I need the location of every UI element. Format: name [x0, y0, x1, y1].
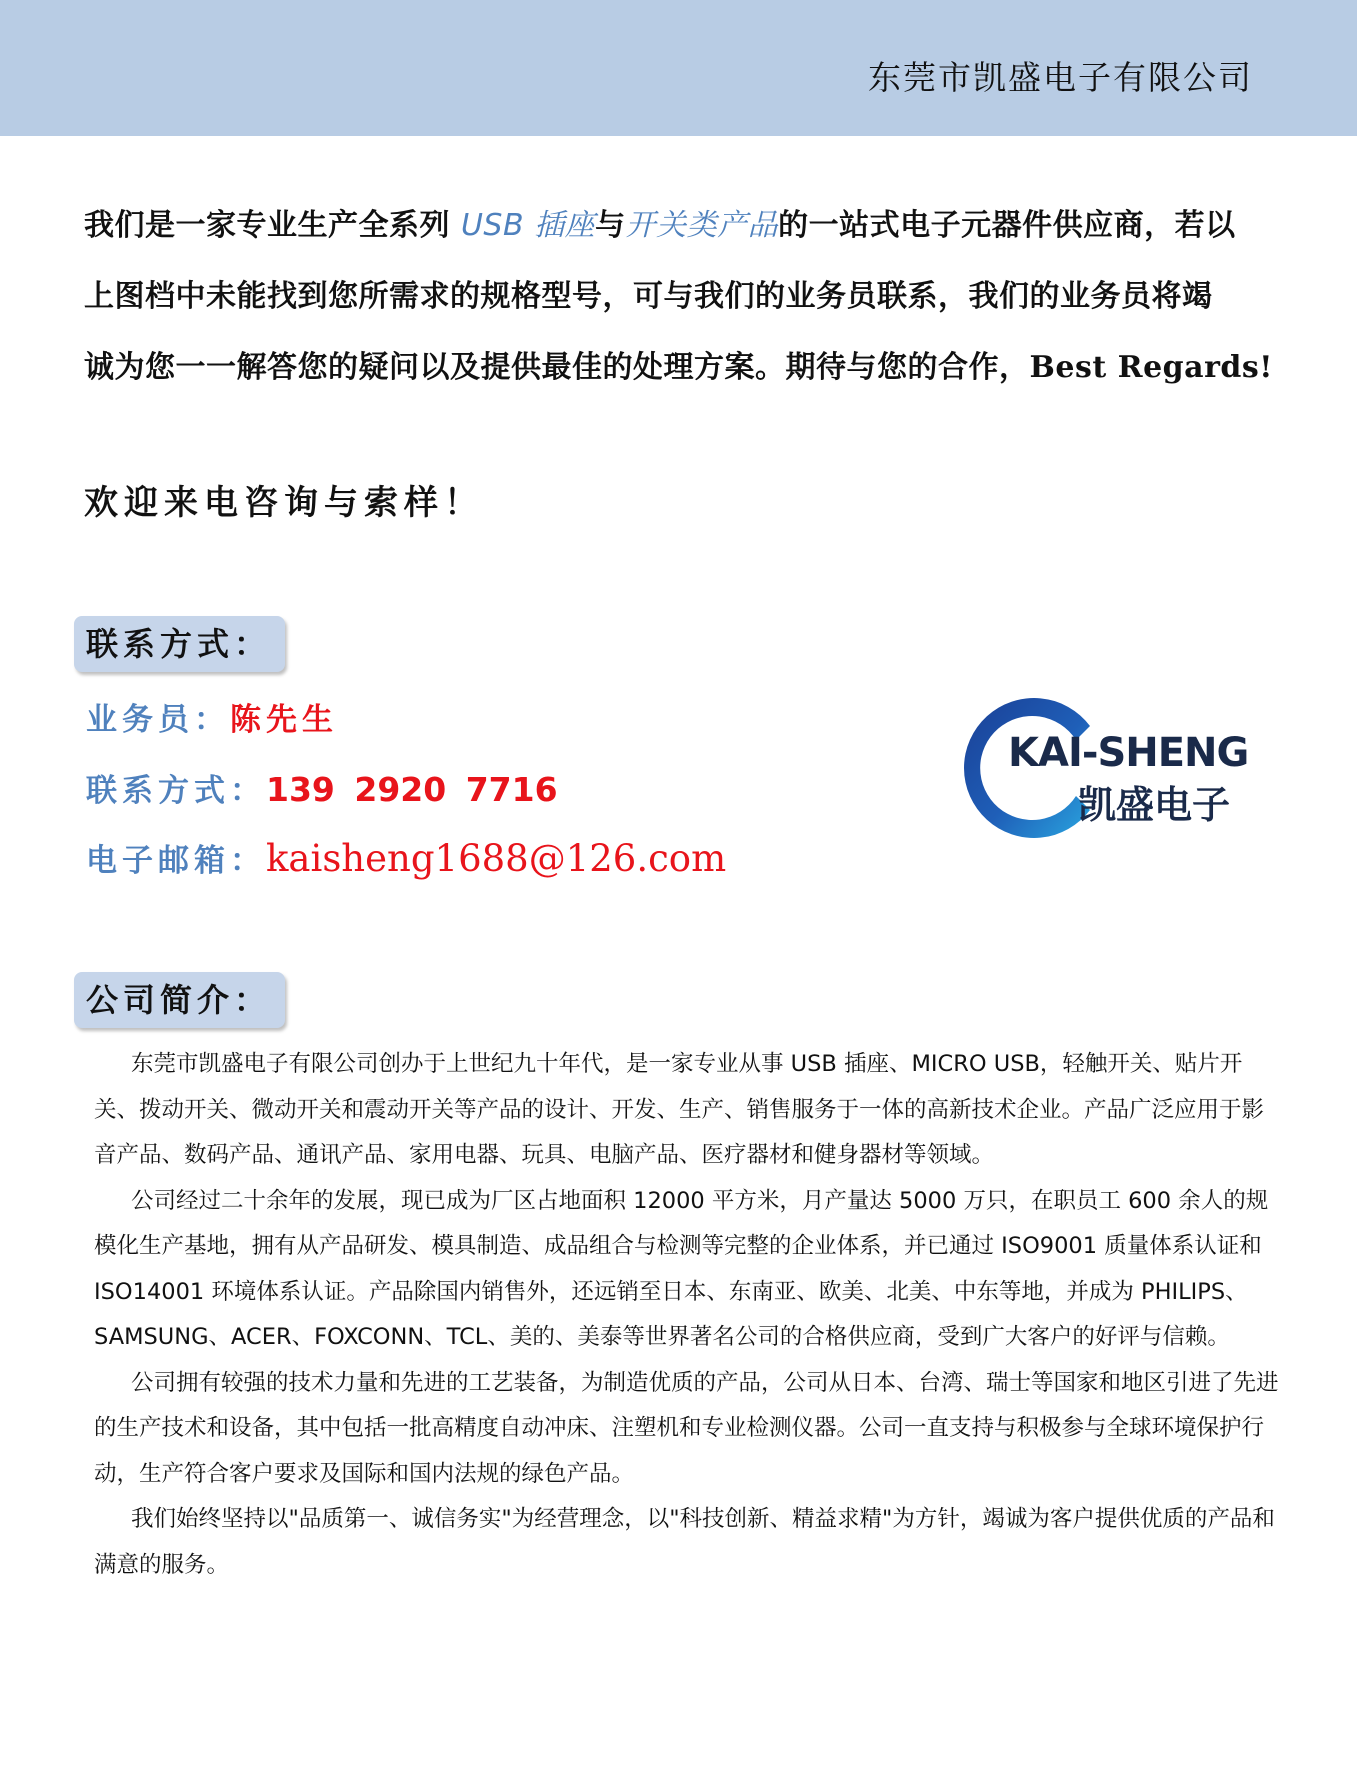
welcome-heading: 欢迎来电咨询与索样！: [84, 483, 484, 523]
sales-value: 陈先生: [230, 702, 338, 738]
about-section-title: 公司简介：: [74, 972, 285, 1028]
intro-line-3: 诚为您一一解答您的疑问以及提供最佳的处理方案。期待与您的合作，Best Regards!: [84, 350, 1273, 385]
contact-section-title: 联系方式：: [74, 616, 285, 672]
header-band: [0, 0, 1357, 136]
phone-value: 139 2920 7716: [266, 770, 558, 809]
email-label: 电子邮箱：: [86, 843, 266, 879]
email-value[interactable]: kaisheng1688@126.com: [266, 837, 727, 880]
kai-sheng-logo: [948, 688, 1258, 848]
logo-text-en: KAI-SHENG: [1008, 730, 1249, 776]
phone-label: 联系方式：: [86, 773, 266, 809]
intro-line-1-before: 我们是一家专业生产全系列: [84, 208, 461, 243]
sales-row: [86, 694, 338, 739]
intro-line-1: [84, 190, 1284, 261]
logo-text-cn: 凯盛电子: [1078, 783, 1231, 827]
intro-line-1-after: 的一站式电子元器件供应商，若以: [778, 208, 1236, 243]
sales-label: 业务员：: [86, 702, 230, 738]
highlight-switch: 开关类产品: [625, 208, 779, 243]
intro-text: [84, 190, 1284, 403]
about-text: [94, 1042, 1284, 1588]
about-paragraph-4: 我们始终坚持以"品质第一、诚信务实"为经营理念，以"科技创新、精益求精"为方针，竭诚为客户提供优质的产品和满意的服务。: [94, 1506, 1275, 1578]
about-paragraph-3: 公司拥有较强的技术力量和先进的工艺装备，为制造优质的产品，公司从日本、台湾、瑞士等国家和地区引进了先进的生产技术和设备，其中包括一批高精度自动冲床、注塑机和专业检测仪器。公司一直支持与积极参与全球环境保护行动，生产符合客户要求及国际和国内法规的绿色产品。: [94, 1369, 1279, 1487]
highlight-usb: USB 插座: [460, 208, 596, 243]
company-name: 东莞市凯盛电子有限公司: [868, 58, 1253, 97]
phone-row: [86, 765, 558, 810]
about-paragraph-2: 公司经过二十余年的发展，现已成为厂区占地面积 12000 平方米，月产量达 5000 万只，在职员工 600 余人的规模化生产基地，拥有从产品研发、模具制造、成品组合与检测等完整的企业体系，并已通过 ISO9001 质量体系认证和 ISO14001 环境体系认证。产品除国内销售外，还远销至日本、东南亚、欧美、北美、中东等地，并成为 PHILIPS、SAMSUNG、ACER、FOXCONN、TCL、美的、美泰等世界著名公司的合格供应商，受到广大客户的好评与信赖。: [94, 1187, 1269, 1350]
about-paragraph-1: 东莞市凯盛电子有限公司创办于上世纪九十年代，是一家专业从事 USB 插座、MICRO USB，轻触开关、贴片开关、拨动开关、微动开关和震动开关等产品的设计、开发、生产、销售服务于一体的高新技术企业。产品广泛应用于影音产品、数码产品、通讯产品、家用电器、玩具、电脑产品、医疗器材和健身器材等领域。: [94, 1051, 1265, 1168]
intro-line-2: 上图档中未能找到您所需求的规格型号，可与我们的业务员联系，我们的业务员将竭: [84, 279, 1213, 314]
intro-line-1-mid: 与: [595, 208, 626, 243]
email-row: [86, 835, 726, 880]
